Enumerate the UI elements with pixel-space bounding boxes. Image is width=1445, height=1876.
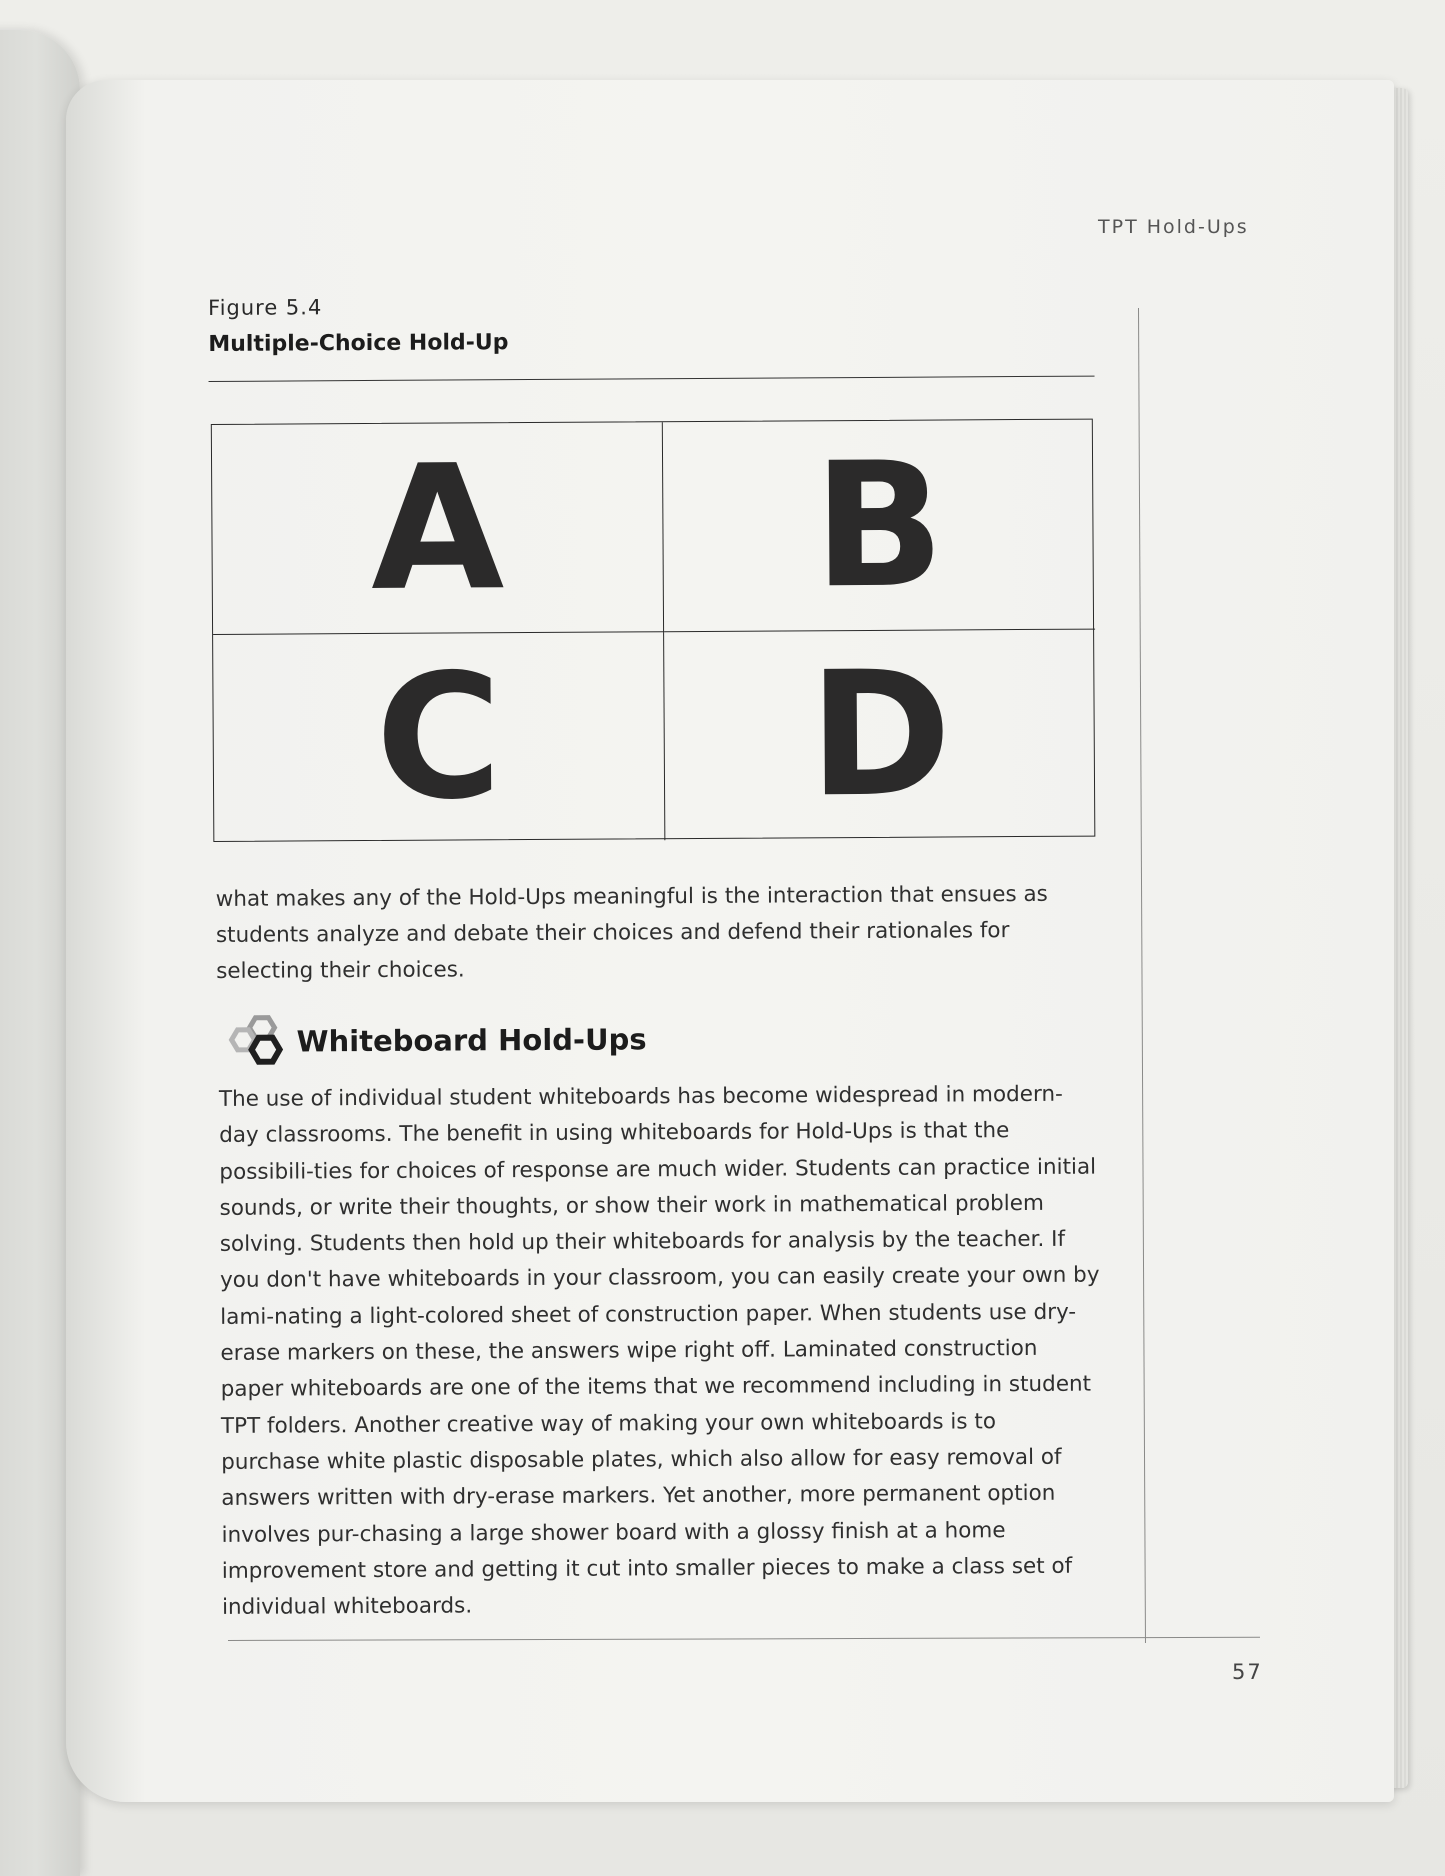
choice-letter-b: B [812, 423, 946, 626]
choice-cell-d [664, 630, 1096, 841]
figure-title: Multiple-Choice Hold-Up [208, 330, 509, 357]
hexagon-cluster-icon [224, 1011, 294, 1071]
section-heading [224, 1011, 646, 1070]
intro-paragraph: what makes any of the Hold-Ups meaningful is the interaction that ensues as students analyze and debate their choices and defend their rationales for selecting their choices. [215, 881, 1048, 984]
choice-cell-a [212, 422, 664, 635]
figure-label: Figure 5.4 [208, 295, 323, 320]
running-head: TPT Hold-Ups [1098, 216, 1249, 238]
section-body: The use of individual student whiteboards has become widespread in modern-day classrooms. The benefit in using whiteboards for Hold-Ups is that the possibili-ties for choices of response are much wider. Students can practice initial sounds, or write their thoughts, or show their work in mathematical problem solving. Students then hold up their whiteboards for analysis by the teacher. If you don't have whiteboards in your classroom, you can easily create your own by lami-nating a light-colored sheet of construction paper. When students use dry-erase markers on these, the answers wipe right off. Laminated construction paper whiteboards are one of the items that we recommend including in student TPT folders. Another creative way of making your own whiteboards is to purchase white plastic disposable plates, which also allow for easy removal of answers written with dry-erase markers. Yet another, more permanent option involves pur-chasing a large shower board with a glossy finish at a home improvement store and getting it cut into smaller pieces to make a class set of individual whiteboards. [218, 1081, 1100, 1621]
section-title: Whiteboard Hold-Ups [296, 1022, 647, 1059]
choice-letter-a: A [370, 426, 505, 629]
choice-cell-c [213, 632, 665, 843]
choice-grid [211, 419, 1096, 842]
choice-letter-d: D [808, 633, 953, 836]
page-number: 57 [1232, 1660, 1263, 1684]
choice-cell-b [663, 420, 1095, 633]
choice-letter-c: C [374, 636, 503, 838]
